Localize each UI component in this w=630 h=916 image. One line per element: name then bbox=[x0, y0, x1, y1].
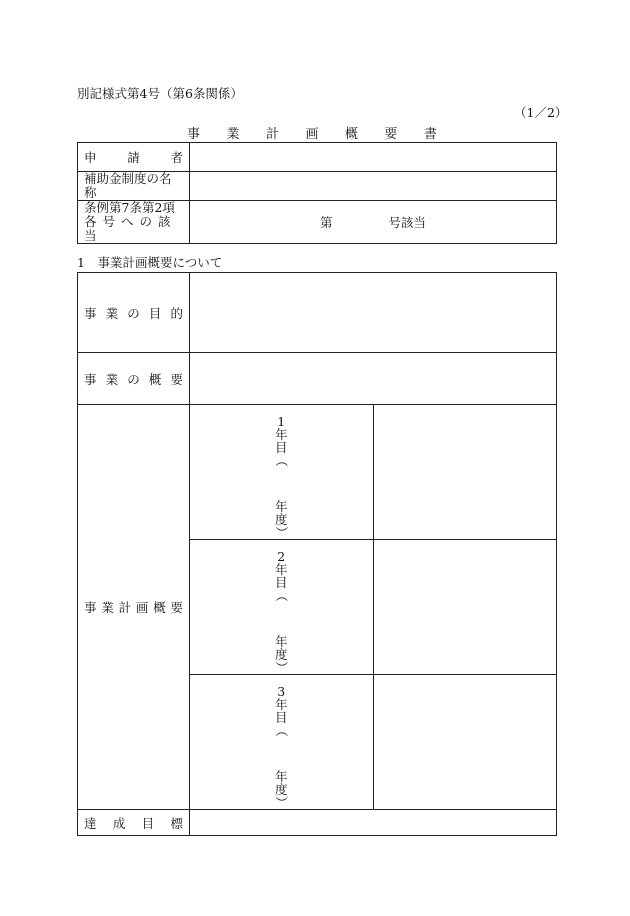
ordinance-label-line1: 条例第7条第2項 bbox=[84, 200, 175, 215]
title-char: 要 bbox=[384, 127, 398, 142]
applicant-label: 申 請 者 bbox=[84, 150, 183, 165]
summary-field[interactable] bbox=[190, 353, 557, 405]
goal-label-cell bbox=[78, 810, 190, 836]
title-char: 事 bbox=[187, 127, 201, 142]
form-number-label: 別記様式第4号（第6条関係） bbox=[77, 86, 243, 101]
applicant-info-table bbox=[77, 142, 557, 244]
title-char: 書 bbox=[423, 127, 437, 142]
goal-field[interactable] bbox=[190, 810, 557, 836]
year-1-field[interactable] bbox=[373, 405, 557, 540]
page-number: （1／2） bbox=[514, 105, 568, 120]
subsidy-name-field[interactable] bbox=[190, 172, 557, 201]
ordinance-label-cell bbox=[78, 201, 190, 244]
plan-label-cell bbox=[78, 405, 190, 810]
purpose-label: 事 業 の 目 的 bbox=[84, 305, 183, 321]
year-2-label-cell bbox=[190, 540, 374, 675]
summary-label: 事 業 の 概 要 bbox=[84, 371, 183, 387]
year-3-field[interactable] bbox=[373, 675, 557, 810]
subsidy-name-label-cell bbox=[78, 172, 190, 201]
title-char: 計 bbox=[265, 127, 279, 142]
purpose-label-cell bbox=[78, 273, 190, 353]
subsidy-name-label: 補助金制度の名称 bbox=[84, 171, 172, 200]
section-heading: 1 事業計画概要について bbox=[77, 255, 223, 270]
purpose-field[interactable] bbox=[190, 273, 557, 353]
plan-label: 事 業 計 画 概 要 bbox=[84, 600, 183, 615]
title-char: 画 bbox=[305, 127, 319, 142]
year-1-label-cell bbox=[190, 405, 374, 540]
goal-label: 達 成 目 標 bbox=[84, 815, 183, 831]
title-char: 概 bbox=[344, 127, 358, 142]
year-1-label: 1 年 目 （ 年 度 ） bbox=[273, 414, 289, 539]
ordinance-suffix: 号該当 bbox=[388, 215, 427, 230]
ordinance-prefix: 第 bbox=[319, 215, 333, 230]
ordinance-value-field[interactable] bbox=[190, 201, 557, 244]
ordinance-label-line2: 各号への該当 bbox=[84, 214, 177, 243]
year-3-label-cell bbox=[190, 675, 374, 810]
summary-label-cell bbox=[78, 353, 190, 405]
year-2-label: 2 年 目 （ 年 度 ） bbox=[273, 549, 289, 674]
applicant-label-cell bbox=[78, 143, 190, 172]
title-char: 業 bbox=[226, 127, 240, 142]
business-plan-table bbox=[77, 272, 557, 836]
year-3-label: 3 年 目 （ 年 度 ） bbox=[273, 684, 289, 809]
applicant-field[interactable] bbox=[190, 143, 557, 172]
document-title bbox=[187, 123, 437, 142]
year-2-field[interactable] bbox=[373, 540, 557, 675]
